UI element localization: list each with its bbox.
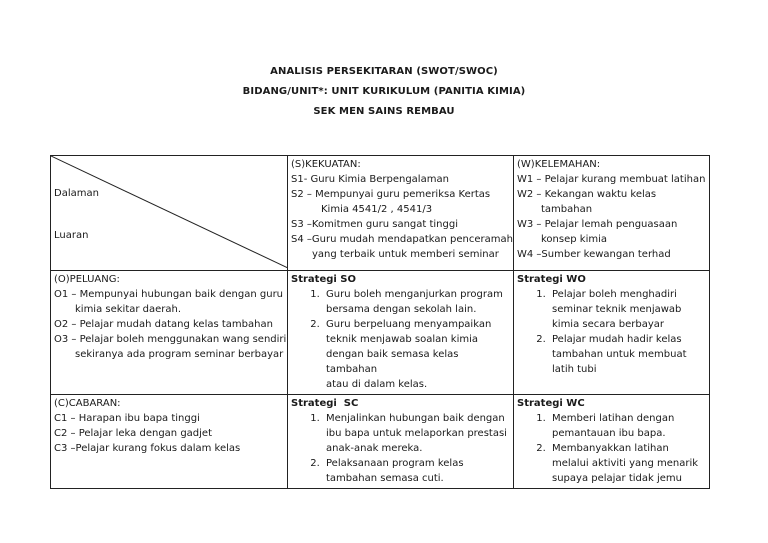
strategy-wo-title: Strategi WO: [517, 274, 586, 285]
list-item-text: bersama dengan sekolah lain.: [326, 304, 477, 315]
list-item-text: 2. Guru berpeluang menyampaikan: [326, 319, 492, 330]
external-label: Luaran: [54, 230, 89, 241]
threats-cell: [51, 395, 288, 489]
weakness-item-cont: konsep kimia: [541, 234, 607, 245]
list-item: [323, 317, 510, 392]
list-item-text: 1. Menjalinkan hubungan baik dengan: [326, 413, 505, 424]
list-item: [549, 287, 706, 332]
strength-item: S1- Guru Kimia Berpengalaman: [291, 174, 449, 185]
opportunity-item-cont: kimia sekitar daerah.: [75, 304, 182, 315]
strategy-wc-title: Strategi WC: [517, 398, 585, 409]
strategy-so-cell: [288, 271, 514, 395]
list-item: [323, 287, 510, 317]
list-item: [549, 441, 706, 486]
strategy-sc-list: [291, 411, 510, 486]
opportunity-item-cont: sekiranya ada program seminar berbayar: [75, 349, 284, 360]
list-item: [549, 332, 706, 377]
list-item-text: 1. Guru boleh menganjurkan program: [326, 289, 503, 300]
list-item-text: melalui aktiviti yang menarik: [552, 458, 699, 469]
table-row-opportunities: [51, 271, 710, 395]
strength-item: S2 – Mempunyai guru pemeriksa Kertas: [291, 189, 491, 200]
table-row-threats: [51, 395, 710, 489]
strengths-cell: [288, 156, 514, 271]
threat-item: C2 – Pelajar leka dengan gadjet: [54, 428, 212, 439]
strategy-sc-title: Strategi SC: [291, 398, 359, 409]
list-item-text: supaya pelajar tidak jemu: [552, 473, 683, 484]
weaknesses-title: (W)KELEMAHAN:: [517, 159, 601, 170]
threat-item: C1 – Harapan ibu bapa tinggi: [54, 413, 200, 424]
opportunity-item: O1 – Mempunyai hubungan baik dengan guru: [54, 289, 284, 300]
strength-item: S3 –Komitmen guru sangat tinggi: [291, 219, 458, 230]
diagonal-divider: [51, 156, 288, 268]
strength-item: S4 –Guru mudah mendapatkan penceramah: [291, 234, 513, 245]
list-item-text: ibu bapa untuk melaporkan prestasi: [326, 428, 507, 439]
opportunities-cell: [51, 271, 288, 395]
weakness-item: W2 – Kekangan waktu kelas: [517, 189, 657, 200]
opportunities-title: (O)PELUANG:: [54, 274, 120, 285]
list-item-text: 2. Pelajar mudah hadir kelas: [552, 334, 682, 345]
list-item-text: 2. Membanyakkan latihan: [552, 443, 669, 454]
list-item-text: tambahan semasa cuti.: [326, 473, 444, 484]
strategy-wo-list: [517, 287, 706, 377]
document-subtitle-school: SEK MEN SAINS REMBAU: [313, 106, 455, 117]
list-item-text: latih tubi: [552, 364, 597, 375]
strategy-wo-cell: [514, 271, 710, 395]
strategy-sc-cell: [288, 395, 514, 489]
weakness-item: W4 –Sumber kewangan terhad: [517, 249, 671, 260]
list-item-text: 1. Pelajar boleh menghadiri: [552, 289, 677, 300]
weakness-item-cont: tambahan: [541, 204, 593, 215]
opportunity-item: O2 – Pelajar mudah datang kelas tambahan: [54, 319, 273, 330]
strengths-title: (S)KEKUATAN:: [291, 159, 361, 170]
list-item: [549, 411, 706, 441]
list-item-text: dengan baik semasa kelas tambahan: [326, 349, 459, 375]
list-item-text: seminar teknik menjawab: [552, 304, 682, 315]
list-item-text: tambahan untuk membuat: [552, 349, 687, 360]
document-title: ANALISIS PERSEKITARAN (SWOT/SWOC): [270, 66, 498, 77]
list-item-text: 1. Memberi latihan dengan: [552, 413, 675, 424]
strength-item-cont: Kimia 4541/2 , 4541/3: [321, 204, 433, 215]
weakness-item: W3 – Pelajar lemah penguasaan: [517, 219, 678, 230]
list-item: [323, 456, 510, 486]
list-item-text: anak-anak mereka.: [326, 443, 423, 454]
list-item-text: 2. Pelaksanaan program kelas: [326, 458, 464, 469]
weaknesses-cell: [514, 156, 710, 271]
strategy-so-title: Strategi SO: [291, 274, 356, 285]
table-row-header: [51, 156, 710, 271]
list-item-text: atau di dalam kelas.: [326, 379, 428, 390]
list-item-text: kimia secara berbayar: [552, 319, 665, 330]
opportunity-item: O3 – Pelajar boleh menggunakan wang sendiri: [54, 334, 287, 345]
threats-title: (C)CABARAN:: [54, 398, 121, 409]
strength-item-cont: yang terbaik untuk memberi seminar: [312, 249, 499, 260]
weakness-item: W1 – Pelajar kurang membuat latihan: [517, 174, 706, 185]
list-item-text: teknik menjawab soalan kimia: [326, 334, 479, 345]
internal-label: Dalaman: [54, 188, 99, 199]
strategy-wc-list: [517, 411, 706, 486]
corner-cell: [51, 156, 288, 271]
list-item: [323, 411, 510, 456]
threat-item: C3 –Pelajar kurang fokus dalam kelas: [54, 443, 241, 454]
document-subtitle-unit: BIDANG/UNIT*: UNIT KURIKULUM (PANITIA KIMIA): [242, 86, 526, 97]
strategy-so-list: [291, 287, 510, 392]
list-item-text: pemantauan ibu bapa.: [552, 428, 666, 439]
strategy-wc-cell: [514, 395, 710, 489]
swot-table: [50, 155, 710, 489]
